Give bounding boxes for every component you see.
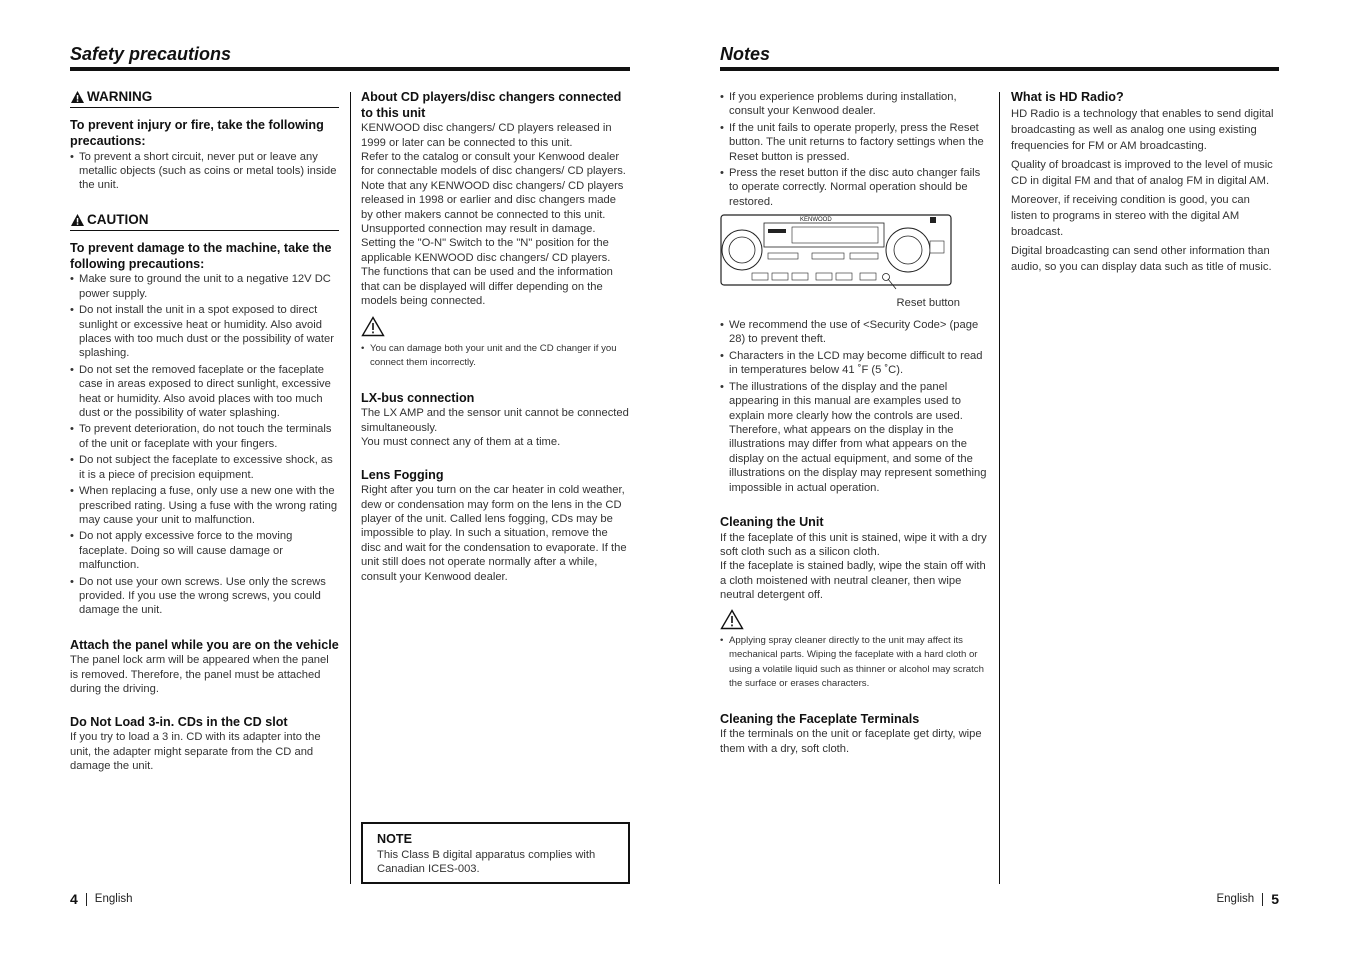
caution-list xyxy=(70,272,339,617)
caution-heading: To prevent damage to the machine, take the following precautions: xyxy=(70,241,332,271)
note-label: NOTE xyxy=(377,832,412,846)
clean-heading: Cleaning the Unit xyxy=(720,514,824,529)
hd-p4: Digital broadcasting can send other information than audio, so you can display data such as title of music. xyxy=(1011,244,1272,273)
warning-item: • To prevent a short circuit, never put or leave any metallic objects (such as coins or metal tools) inside the unit. xyxy=(70,150,339,193)
clean-p1: If the faceplate of this unit is stained, wipe it with a dry soft cloth such as a silicon cloth. xyxy=(720,531,987,558)
clean-p2: If the faceplate is stained badly, wipe the stain off with a cloth moistened with neutral cleaner, then wipe neutral detergent off. xyxy=(720,560,986,602)
note-body: This Class B digital apparatus complies with Canadian ICES-003. xyxy=(377,848,596,875)
column-divider xyxy=(350,92,351,884)
footer-separator xyxy=(86,893,87,906)
note-item: • The illustrations of the display and the panel appearing in this manual are examples used to explain more clearly how the controls are used. Therefore, what appears on the display in the illustrations may differ from what appears on the display on the actual equipment, and some of the illustrations on the display may represent something impossible in actual operation. xyxy=(720,380,990,495)
about-heading: About CD players/disc changers connected to this unit xyxy=(361,90,622,120)
cd-caution-item: • You can damage both your unit and the CD changer if you connect them incorrectly. xyxy=(361,342,629,371)
notes-top-list xyxy=(720,90,990,209)
caution-outline-icon xyxy=(720,609,744,630)
caution-item: • Do not subject the faceplate to excessive shock, as it is a piece of precision equipment. xyxy=(70,453,339,482)
caution-outline-icon xyxy=(361,316,385,337)
about-p5: Setting the "O-N" Switch to the "N" position for the applicable KENWOOD disc changers/ CD players. xyxy=(361,237,611,264)
clean-caution-item: • Applying spray cleaner directly to the unit may affect its mechanical parts. Wiping the faceplate with a hard cloth or using a volatile liquid such as thinner or alcohol may scratch the surface or erases characters. xyxy=(720,634,990,692)
cd-caution-note xyxy=(361,342,629,371)
note-item: • If the unit fails to operate properly, press the Reset button. The unit returns to factory settings when the Reset button is pressed. xyxy=(720,121,990,164)
footer-separator xyxy=(1262,893,1263,906)
title-rule xyxy=(70,67,630,71)
hd-p1: HD Radio is a technology that enables to send digital broadcasting as well as analog one using existing frequencies for FM or AM broadcasting. xyxy=(1011,107,1274,152)
hd-p3: Moreover, if receiving condition is good, you can listen to programs in stereo with the digital AM broadcast. xyxy=(1011,193,1250,238)
hd-heading: What is HD Radio? xyxy=(1011,90,1124,104)
hd-p2: Quality of broadcast is improved to the level of music CD in digital FM and that of analog FM in digital AM. xyxy=(1011,158,1273,187)
note-box xyxy=(361,822,630,884)
figure-brand: KENWOOD xyxy=(800,217,832,224)
cd3-body: If you try to load a 3 in. CD with its adapter into the unit, the adapter might separate from the CD and damage the unit. xyxy=(70,731,321,772)
lx-p2: You must connect any of them at a time. xyxy=(361,436,561,449)
about-p4: Unsupported connection may result in damage. xyxy=(361,223,596,236)
warning-heading: To prevent injury or fire, take the following precautions: xyxy=(70,118,324,148)
caution-icon xyxy=(70,213,85,227)
page-number: 4 xyxy=(70,891,78,907)
terminals-body: If the terminals on the unit or faceplate get dirty, wipe them with a dry, soft cloth. xyxy=(720,728,982,755)
column-2 xyxy=(361,90,629,584)
note-item: • Press the reset button if the disc auto changer fails to operate correctly. Normal operation should be restored. xyxy=(720,166,990,209)
lx-p1: The LX AMP and the sensor unit cannot be connected simultaneously. xyxy=(361,407,629,434)
lx-heading: LX-bus connection xyxy=(361,390,475,405)
page-title-safety: Safety precautions xyxy=(70,44,232,64)
warning-list xyxy=(70,150,339,193)
caution-item: • Do not install the unit in a spot exposed to direct sunlight or excessive heat or humidity. Also avoid places with too much dust or the possibility of water splashing. xyxy=(70,303,339,361)
attach-heading: Attach the panel while you are on the vehicle xyxy=(70,637,339,652)
warning-icon xyxy=(70,90,85,104)
caution-item: • To prevent deterioration, do not touch the terminals of the unit or faceplate with your fingers. xyxy=(70,422,339,451)
column-4 xyxy=(1011,90,1279,275)
warning-header xyxy=(70,90,339,108)
page-title-notes: Notes xyxy=(720,44,771,64)
page-number: 5 xyxy=(1271,891,1279,907)
about-p6: The functions that can be used and the information that can be displayed will differ depending on the models being connected. xyxy=(361,266,613,308)
about-p3: Note that any KENWOOD disc changers/ CD players released in 1998 or earlier and disc changers made by other makers cannot be connected to this unit. xyxy=(361,179,624,221)
fog-heading: Lens Fogging xyxy=(361,467,444,482)
column-1 xyxy=(70,90,339,773)
caution-item: • Do not set the removed faceplate or the faceplate case in areas exposed to direct sunlight, excessive heat or humidity. Also avoid places with too much dust or the possibility of water splashing. xyxy=(70,363,339,421)
caution-item: • When replacing a fuse, only use a new one with the prescribed rating. Using a fuse with the wrong rating may cause your unit to malfunction. xyxy=(70,484,339,527)
cd3-heading: Do Not Load 3-in. CDs in the CD slot xyxy=(70,714,288,729)
note-item: • We recommend the use of <Security Code> (page 28) to prevent theft. xyxy=(720,318,990,347)
terminals-heading: Cleaning the Faceplate Terminals xyxy=(720,711,920,726)
caution-item: • Do not apply excessive force to the moving faceplate. Doing so will cause damage or malfunction. xyxy=(70,529,339,572)
note-item: • Characters in the LCD may become difficult to read in temperatures below 41 ˚F (5 ˚C). xyxy=(720,349,990,378)
caution-item: • Make sure to ground the unit to a negative 12V DC power supply. xyxy=(70,272,339,301)
caution-header xyxy=(70,213,339,231)
footer-language: English xyxy=(94,893,133,905)
caution-item: • Do not use your own screws. Use only the screws provided. If you use the wrong screws, you could damage the unit. xyxy=(70,575,339,618)
car-stereo-illustration xyxy=(720,213,960,297)
notes-bottom-list xyxy=(720,318,990,495)
about-p2: Refer to the catalog or consult your Kenwood dealer for connectable models of disc changers/ CD players. xyxy=(361,151,626,178)
fog-body: Right after you turn on the car heater in cold weather, dew or condensation may form on the lens in the CD player of the unit. Called lens fogging, CDs may be impossible to play. In such a situation, remove the disc and wait for the condensation to evaporate. If the unit still does not operate normally after a while, consult your Kenwood dealer. xyxy=(361,484,627,583)
warning-label: WARNING xyxy=(87,89,153,104)
reset-button-caption: Reset button xyxy=(896,296,960,309)
caution-label: CAUTION xyxy=(87,211,149,227)
clean-caution-note xyxy=(720,634,990,692)
note-item: • If you experience problems during installation, consult your Kenwood dealer. xyxy=(720,90,990,119)
attach-body: The panel lock arm will be appeared when the panel is removed. Therefore, the panel must be attached during the driving. xyxy=(70,654,329,696)
column-3 xyxy=(720,90,990,756)
title-rule xyxy=(720,67,1279,71)
footer-left xyxy=(70,891,133,907)
about-p1: KENWOOD disc changers/ CD players released in 1999 or later can be connected to this unit. xyxy=(361,122,612,149)
footer-language: English xyxy=(1216,893,1255,905)
column-divider xyxy=(999,92,1000,884)
footer-right xyxy=(1216,891,1279,907)
